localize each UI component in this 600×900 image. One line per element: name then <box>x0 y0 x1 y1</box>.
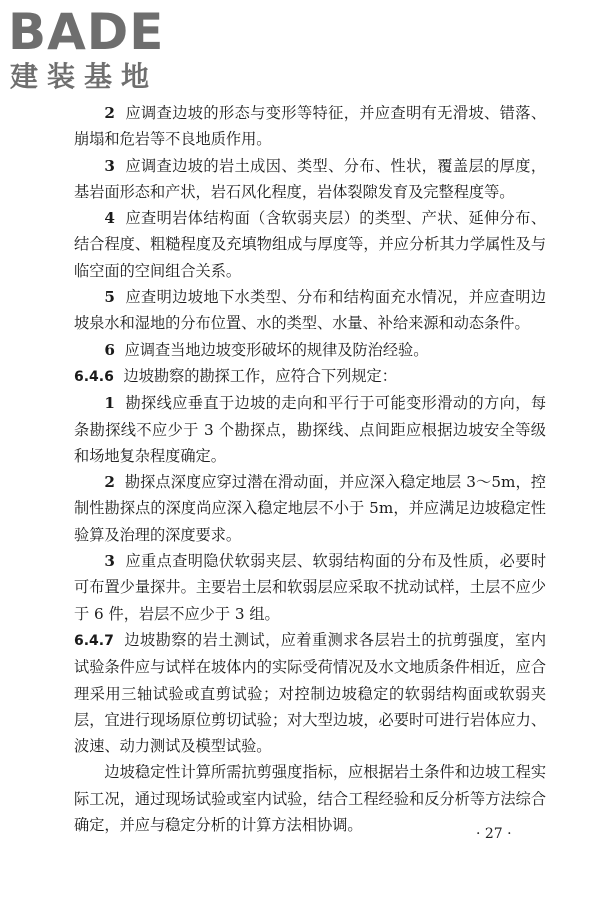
item-number: 2 <box>104 473 115 492</box>
paragraph-text: 应查明边坡地下水类型、分布和结构面充水情况，并应查明边坡泉水和湿地的分布位置、水的类型、水量、补给来源和动态条件。 <box>74 288 547 333</box>
item-1-paragraph <box>74 390 546 469</box>
clause-6-4-6-paragraph <box>74 363 546 390</box>
paragraph-text: 应调查边坡的形态与变形等特征，并应查明有无滑坡、错落、崩塌和危岩等不良地质作用。 <box>74 104 547 149</box>
item-number: 5 <box>104 288 115 307</box>
item-number: 6 <box>104 340 115 359</box>
paragraph-text: 应重点查明隐伏软弱夹层、软弱结构面的分布及性质，必要时可布置少量探井。主要岩土层和软弱层应采取不扰动试样，土层不应少于 6 件，岩层不应少于 3 组。 <box>74 552 547 623</box>
clause-6-4-7-paragraph <box>74 627 546 759</box>
clause-number: 6.4.7 <box>74 632 114 649</box>
item-number: 3 <box>104 156 115 175</box>
item-number: 4 <box>104 209 115 228</box>
paragraph-text: 边坡稳定性计算所需抗剪强度指标，应根据岩土条件和边坡工程实际工况，通过现场试验或室内试验，结合工程经验和反分析等方法综合确定，并应与稳定分析的计算方法相协调。 <box>74 763 546 835</box>
paragraph-text: 边坡勘察的岩土测试，应着重测求各层岩土的抗剪强度，室内试验条件应与试样在坡体内的实际受荷情况及水文地质条件相近，应合理采用三轴试验或直剪试验；对控制边坡稳定的软弱结构面或软弱夹层，宜进行现场原位剪切试验；对大型边坡，必要时可进行岩体应力、波速、动力测试及模型试验。 <box>74 630 547 756</box>
page-number: · 27 · <box>476 826 512 842</box>
item-3-paragraph <box>74 548 546 627</box>
paragraph-text: 勘探点深度应穿过潜在滑动面，并应深入稳定地层 3～5m，控制性勘探点的深度尚应深入稳定地层不小于 5m，并应满足边坡稳定性验算及治理的深度要求。 <box>74 473 546 544</box>
paragraph-text: 应调查边坡的岩土成因、类型、分布、性状，覆盖层的厚度，基岩面形态和产状，岩石风化程度，岩体裂隙发育及完整程度等。 <box>74 156 547 201</box>
paragraph-text: 应查明岩体结构面（含软弱夹层）的类型、产状、延伸分布、结合程度、粗糙程度及充填物组成与厚度等，并应分析其力学属性及与临空面的空间组合关系。 <box>74 209 547 280</box>
paragraph-text: 边坡勘察的勘探工作，应符合下列规定： <box>123 366 397 385</box>
item-3-paragraph <box>74 153 546 206</box>
item-4-paragraph <box>74 205 546 284</box>
item-2-paragraph <box>74 100 546 153</box>
item-2-paragraph <box>74 469 546 548</box>
item-5-paragraph <box>74 284 546 337</box>
paragraph-text: 应调查当地边坡变形破坏的规律及防治经验。 <box>124 340 429 359</box>
paragraph-text: 勘探线应垂直于边坡的走向和平行于可能变形滑动的方向，每条勘探线不应少于 3 个勘探点，勘探线、点间距应根据边坡安全等级和场地复杂程度确定。 <box>74 394 547 465</box>
item-number: 3 <box>104 552 115 571</box>
logo-text-en: BADE <box>8 3 165 61</box>
document-body <box>74 100 546 838</box>
bade-logo <box>8 4 178 94</box>
item-6-paragraph <box>74 337 546 363</box>
item-number: 1 <box>104 394 115 413</box>
logo-text-cn: 建装基地 <box>10 60 159 93</box>
clause-number: 6.4.6 <box>74 368 114 385</box>
item-number: 2 <box>104 104 115 122</box>
